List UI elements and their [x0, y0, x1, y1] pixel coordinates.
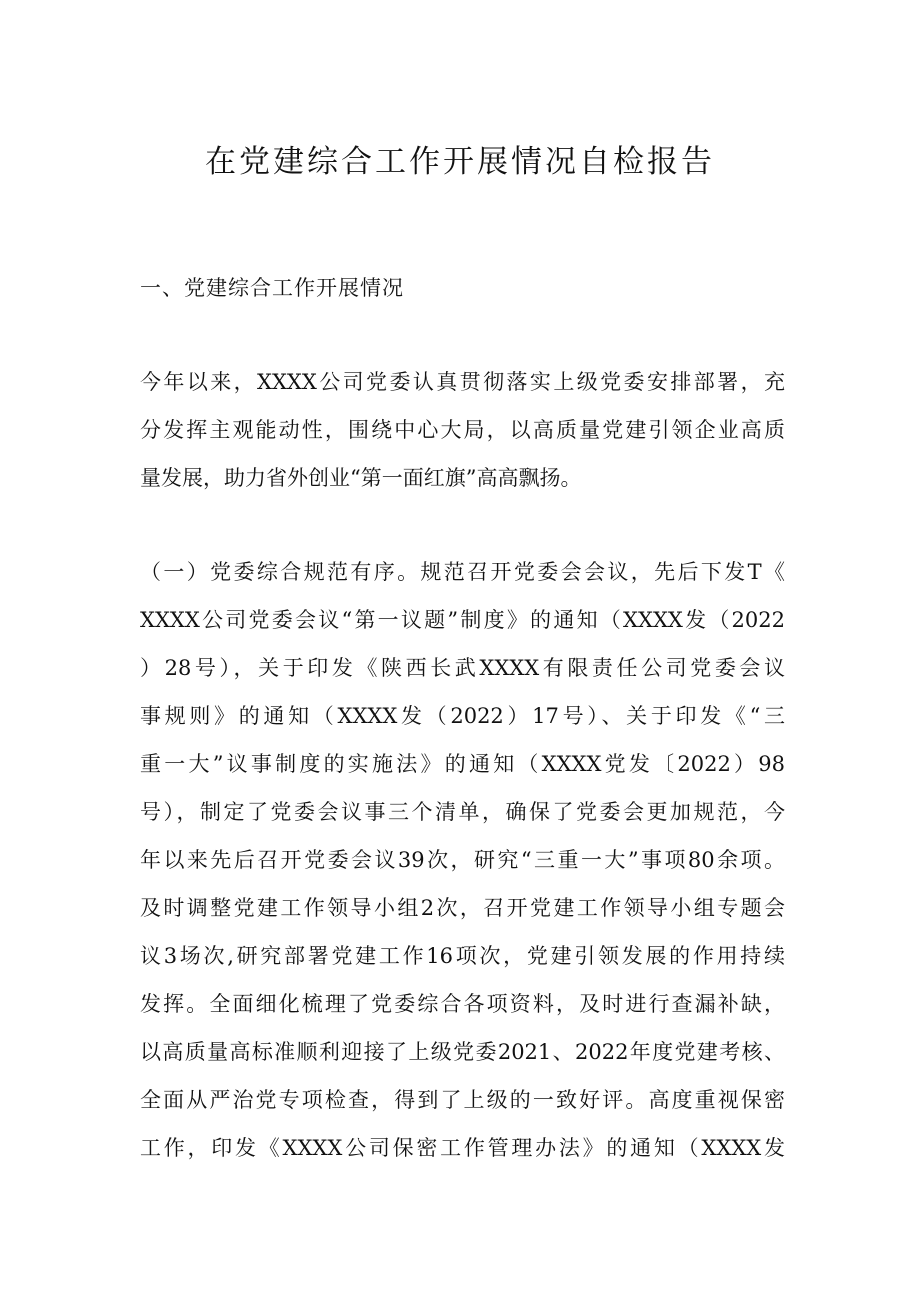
- paragraph-line: XXXX公司党委会议“第一议题”制度》的通知（XXXX发（2022: [140, 608, 785, 632]
- paragraph-line: 事规则》的通知（XXXX发（2022）17号）、关于印发《“三: [140, 704, 785, 728]
- paragraph-line: 全面从严治党专项检查，得到了上级的一致好评。高度重视保密: [140, 1088, 785, 1112]
- paragraph-line: 发挥。全面细化梳理了党委综合各项资料，及时进行查漏补缺，: [140, 992, 785, 1016]
- document-title: 在党建综合工作开展情况自检报告: [205, 144, 715, 180]
- section-heading-1: 一、党建综合工作开展情况: [140, 276, 404, 300]
- subsection-1-paragraph: [140, 548, 785, 1172]
- paragraph-line: 议3场次,研究部署党建工作16项次，党建引领发展的作用持续: [140, 944, 785, 968]
- paragraph-line: 及时调整党建工作领导小组2次，召开党建工作领导小组专题会: [140, 896, 785, 920]
- paragraph-line: （一）党委综合规范有序。规范召开党委会会议，先后下发T《: [140, 560, 785, 584]
- paragraph-line: 以高质量高标准顺利迎接了上级党委2021、2022年度党建考核、: [140, 1040, 785, 1064]
- paragraph-line: 重一大”议事制度的实施法》的通知（XXXX党发〔2022）98: [140, 752, 785, 776]
- paragraph-line: 年以来先后召开党委会议39次，研究“三重一大”事项80余项。: [140, 848, 785, 872]
- paragraph-line: 今年以来，XXXX公司党委认真贯彻落实上级党委安排部署，充: [140, 370, 785, 394]
- paragraph-line: 分发挥主观能动性，围绕中心大局，以高质量党建引领企业高质: [140, 418, 785, 442]
- paragraph-line: 号），制定了党委会议事三个清单，确保了党委会更加规范，今: [140, 800, 785, 824]
- paragraph-line: 工作，印发《XXXX公司保密工作管理办法》的通知（XXXX发: [140, 1136, 785, 1160]
- paragraph-line: 量发展，助力省外创业“第一面红旗”高高飘扬。: [140, 466, 582, 490]
- paragraph-line: ）28号），关于印发《陕西长武XXXX有限责任公司党委会议: [140, 656, 785, 680]
- intro-paragraph: [140, 358, 785, 502]
